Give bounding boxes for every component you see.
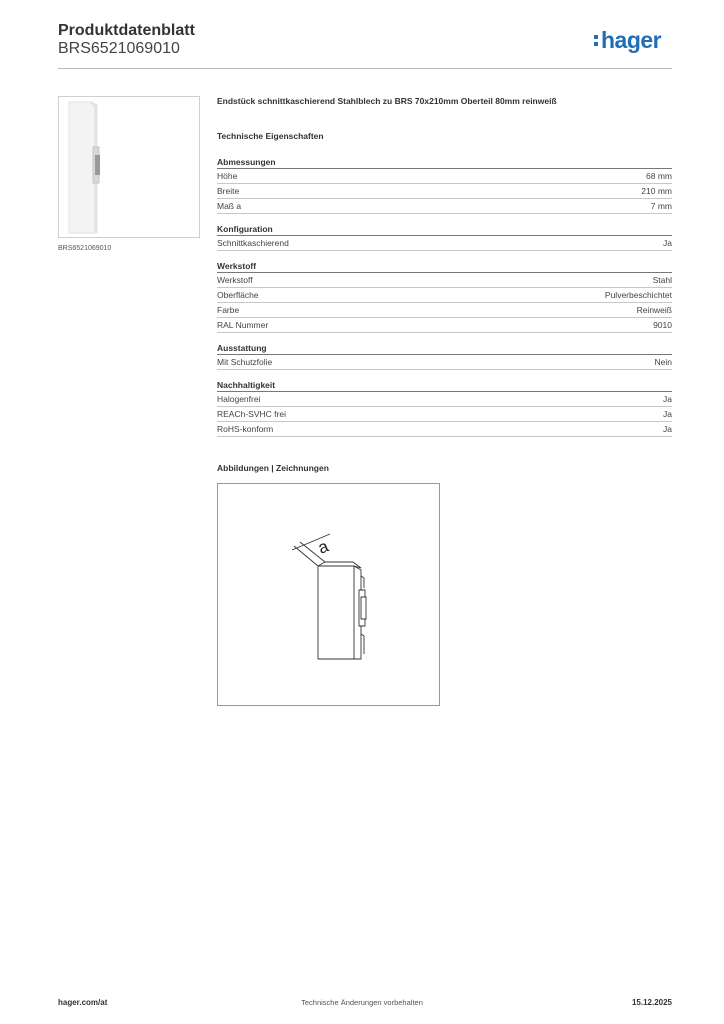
footer-date: 15.12.2025 <box>631 998 672 1007</box>
product-title: Endstück schnittkaschierend Stahlblech zu BRS 70x210mm Oberteil 80mm reinweiß <box>217 96 557 106</box>
section-equipment <box>217 342 672 370</box>
spec-row <box>217 303 672 318</box>
drawings-heading: Abbildungen | Zeichnungen <box>217 463 329 473</box>
section-title: Ausstattung <box>217 342 672 355</box>
spec-row <box>217 422 672 437</box>
spec-row <box>217 236 672 251</box>
spec-value: Stahl <box>652 275 672 285</box>
spec-label: Höhe <box>217 171 238 181</box>
spec-value: 68 mm <box>646 171 672 181</box>
spec-table <box>217 156 672 446</box>
spec-label: Maß a <box>217 201 242 211</box>
spec-label: Mit Schutzfolie <box>217 357 273 367</box>
thumbnail-caption: BRS6521069010 <box>58 245 112 252</box>
product-image <box>58 96 200 238</box>
spec-value: Pulverbeschichtet <box>604 290 672 300</box>
section-configuration <box>217 223 672 251</box>
spec-label: Halogenfrei <box>217 394 261 404</box>
end-cap-drawing-icon <box>218 484 439 705</box>
technical-drawing <box>217 483 440 706</box>
spec-value: Ja <box>663 424 672 434</box>
hager-logo[interactable] <box>594 29 661 52</box>
technical-properties-heading: Technische Eigenschaften <box>217 131 324 141</box>
section-title: Abmessungen <box>217 156 672 169</box>
document-title: Produktdatenblatt <box>58 22 195 39</box>
spec-value: Nein <box>654 357 672 367</box>
spec-label: REACh-SVHC frei <box>217 409 286 419</box>
header-divider <box>58 68 672 69</box>
spec-value: Ja <box>663 394 672 404</box>
spec-value: Ja <box>663 409 672 419</box>
spec-value: Reinweiß <box>636 305 672 315</box>
footer-website-link[interactable]: hager.com/at <box>58 998 108 1007</box>
section-title: Konfiguration <box>217 223 672 236</box>
spec-label: RAL Nummer <box>217 320 269 330</box>
spec-row <box>217 318 672 333</box>
spec-label: RoHS-konform <box>217 424 274 434</box>
spec-row <box>217 355 672 370</box>
spec-value: 210 mm <box>641 186 672 196</box>
spec-value: Ja <box>663 238 672 248</box>
spec-row <box>217 392 672 407</box>
spec-label: Breite <box>217 186 240 196</box>
logo-text: hager <box>601 27 662 53</box>
footer-notice: Technische Änderungen vorbehalten <box>301 998 423 1007</box>
spec-row <box>217 288 672 303</box>
spec-row <box>217 169 672 184</box>
spec-value: 9010 <box>653 320 672 330</box>
spec-row <box>217 273 672 288</box>
spec-row <box>217 407 672 422</box>
section-sustainability <box>217 379 672 437</box>
spec-value: 7 mm <box>650 201 672 211</box>
spec-label: Werkstoff <box>217 275 253 285</box>
section-title: Werkstoff <box>217 260 672 273</box>
spec-label: Oberfläche <box>217 290 259 300</box>
spec-row <box>217 184 672 199</box>
product-code: BRS6521069010 <box>58 40 180 57</box>
logo-dots-icon <box>594 35 598 46</box>
spec-label: Farbe <box>217 305 240 315</box>
section-material <box>217 260 672 333</box>
spec-label: Schnittkaschierend <box>217 238 289 248</box>
section-title: Nachhaltigkeit <box>217 379 672 392</box>
product-thumbnail-icon <box>59 97 199 237</box>
dimension-label: a <box>315 536 332 558</box>
section-dimensions <box>217 156 672 214</box>
spec-row <box>217 199 672 214</box>
